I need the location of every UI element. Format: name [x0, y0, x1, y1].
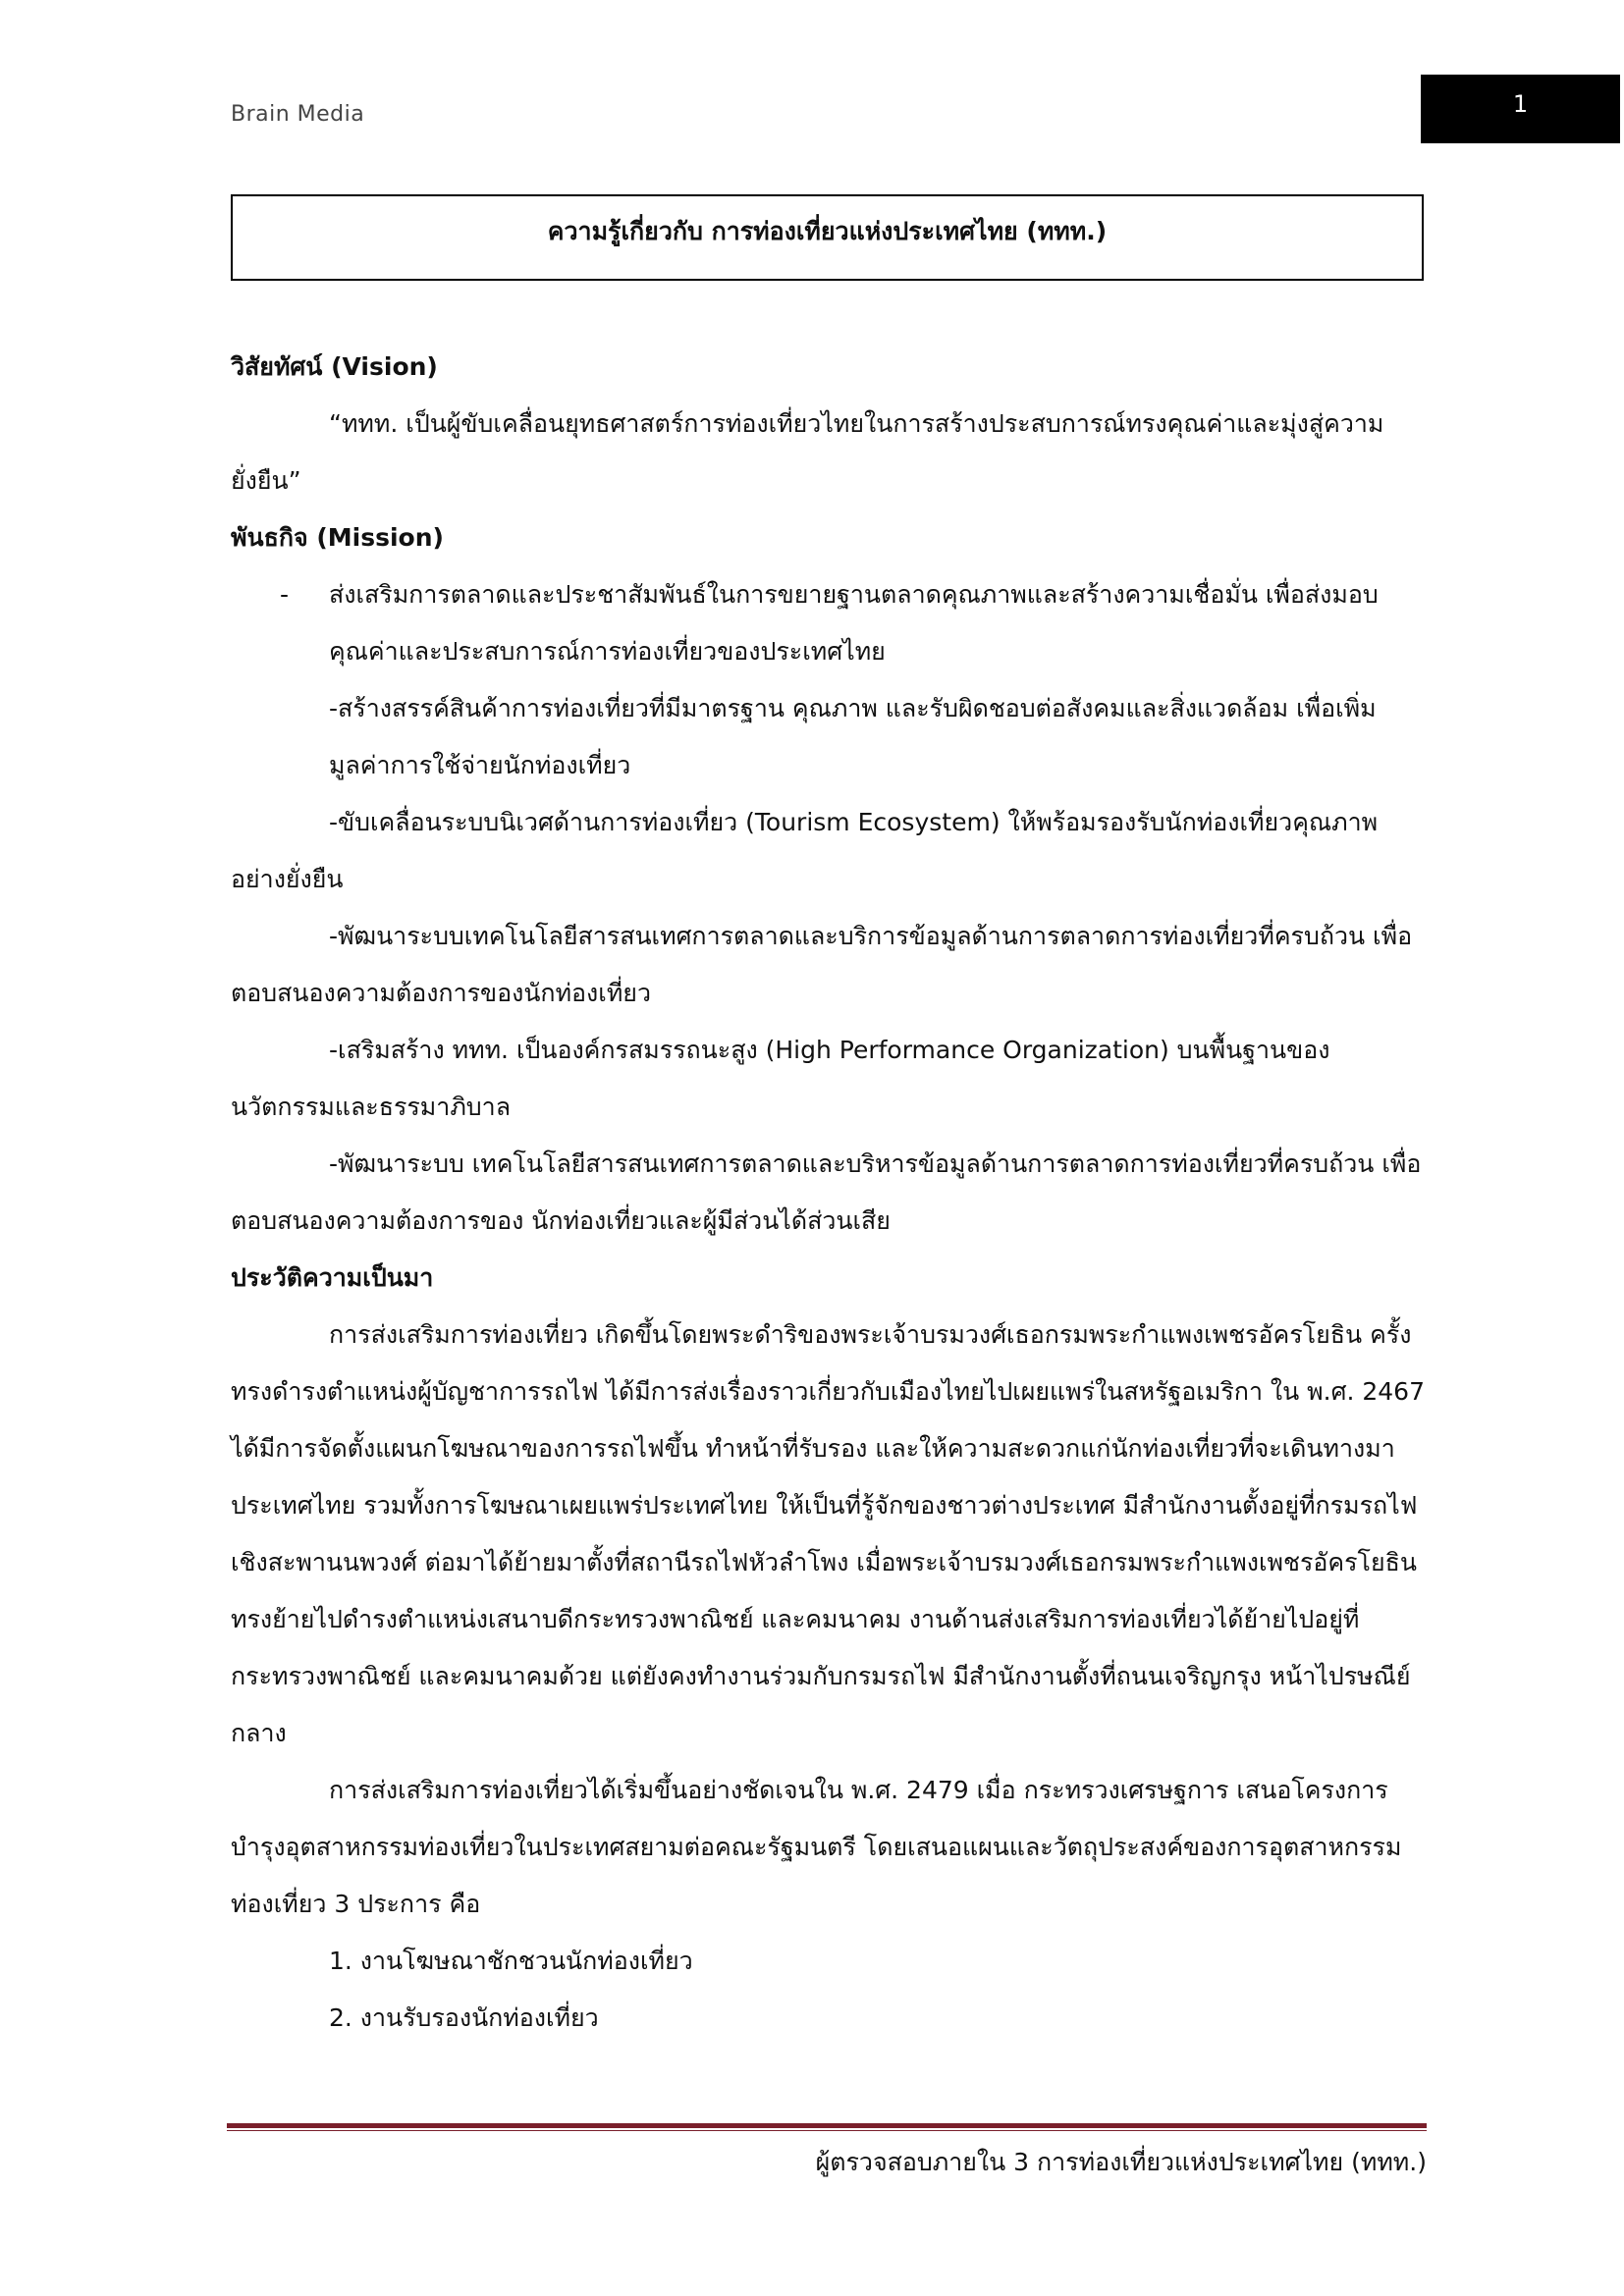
history-list-item-1: 1. งานโฆษณาชักชวนนักท่องเที่ยว — [329, 1947, 693, 1975]
mission-item-6: -พัฒนาระบบ เทคโนโลยีสารสนเทศการตลาดและบริหารข้อมูลด้านการตลาดการท่องเที่ยวที่ครบถ้วน เพื่อตอบสนองความต้องการของ นักท่องเที่ยวและผู้มีส่วนได้ส่วนเสีย — [231, 1149, 1422, 1235]
vision-heading: วิสัยทัศน์ (Vision) — [231, 352, 438, 381]
bullet-dash: - — [280, 580, 290, 609]
document-title-box — [231, 194, 1424, 281]
document-title: ความรู้เกี่ยวกับ การท่องเที่ยวแห่งประเทศไทย (ททท.) — [547, 217, 1108, 245]
mission-item-2: -สร้างสรรค์สินค้าการท่องเที่ยวที่มีมาตรฐาน คุณภาพ และรับผิดชอบต่อสังคมและสิ่งแวดล้อม เพื่อเพิ่มมูลค่าการใช้จ่ายนักท่องเที่ยว — [329, 694, 1377, 779]
footer-rule — [227, 2123, 1427, 2128]
history-paragraph-1: การส่งเสริมการท่องเที่ยว เกิดขึ้นโดยพระดำริของพระเจ้าบรมวงศ์เธอกรมพระกำแพงเพชรอัครโยธิน ครั้งทรงดำรงตำแหน่งผู้บัญชาการรถไฟ ได้มีการส่งเรื่องราวเกี่ยวกับเมืองไทยไปเผยแพร่ในสหรัฐอเมริกา ใน พ.ศ. 2467 ได้มีการจัดตั้งแผนกโฆษณาของการรถไฟขึ้น ทำหน้าที่รับรอง และให้ความสะดวกแก่นักท่องเที่ยวที่จะเดินทางมาประเทศไทย รวมทั้งการโฆษณาเผยแพร่ประเทศไทย ให้เป็นที่รู้จักของชาวต่างประเทศ มีสำนักงานตั้งอยู่ที่กรมรถไฟ เชิงสะพานนพวงศ์ ต่อมาได้ย้ายมาตั้งที่สถานีรถไฟหัวลำโพง เมื่อพระเจ้าบรมวงศ์เธอกรมพระกำแพงเพชรอัครโยธิน ทรงย้ายไปดำรงตำแหน่งเสนาบดีกระทรวงพาณิชย์ และคมนาคม งานด้านส่งเสริมการท่องเที่ยวได้ย้ายไปอยู่ที่กระทรวงพาณิชย์ และคมนาคมด้วย แต่ยังคงทำงานร่วมกับกรมรถไฟ มีสำนักงานตั้งที่ถนนเจริญกรุง หน้าไปรษณีย์กลาง — [231, 1320, 1425, 1747]
vision-text: “ททท. เป็นผู้ขับเคลื่อนยุทธศาสตร์การท่องเที่ยวไทยในการสร้างประสบการณ์ทรงคุณค่าและมุ่งสู่ความยั่งยืน” — [231, 409, 1384, 495]
mission-item-4: -พัฒนาระบบเทคโนโลยีสารสนเทศการตลาดและบริการข้อมูลด้านการตลาดการท่องเที่ยวที่ครบถ้วน เพื่อตอบสนองความต้องการของนักท่องเที่ยว — [231, 922, 1413, 1007]
page-number: 1 — [1512, 90, 1529, 118]
document-body — [231, 339, 1427, 2047]
history-heading: ประวัติความเป็นมา — [231, 1263, 434, 1292]
history-paragraph-2: การส่งเสริมการท่องเที่ยวได้เริ่มขึ้นอย่างชัดเจนใน พ.ศ. 2479 เมื่อ กระทรวงเศรษฐการ เสนอโครงการบำรุงอุตสาหกรรมท่องเที่ยวในประเทศสยามต่อคณะรัฐมนตรี โดยเสนอแผนและวัตถุประสงค์ของการอุตสาหกรรมท่องเที่ยว 3 ประการ คือ — [231, 1776, 1402, 1918]
footer-text: ผู้ตรวจสอบภายใน 3 การท่องเที่ยวแห่งประเทศไทย (ททท.) — [815, 2148, 1427, 2176]
mission-heading: พันธกิจ (Mission) — [231, 523, 444, 552]
mission-item-3: -ขับเคลื่อนระบบนิเวศด้านการท่องเที่ยว (Tourism Ecosystem) ให้พร้อมรองรับนักท่องเที่ยวคุณภาพอย่างยั่งยืน — [231, 808, 1379, 893]
mission-bullet — [231, 566, 1427, 680]
header-brand: Brain Media — [231, 102, 365, 127]
history-list-item-2: 2. งานรับรองนักท่องเที่ยว — [329, 2003, 599, 2032]
mission-item-5: -เสริมสร้าง ททท. เป็นองค์กรสมรรถนะสูง (High Performance Organization) บนพื้นฐานของนวัตกรรมและธรรมาภิบาล — [231, 1036, 1330, 1121]
page-number-badge — [1421, 75, 1620, 143]
footer-rule-thin — [227, 2130, 1427, 2131]
mission-bullet-text: ส่งเสริมการตลาดและประชาสัมพันธ์ในการขยายฐานตลาดคุณภาพและสร้างความเชื่อมั่น เพื่อส่งมอบคุณค่าและประสบการณ์การท่องเที่ยวของประเทศไทย — [329, 580, 1379, 666]
